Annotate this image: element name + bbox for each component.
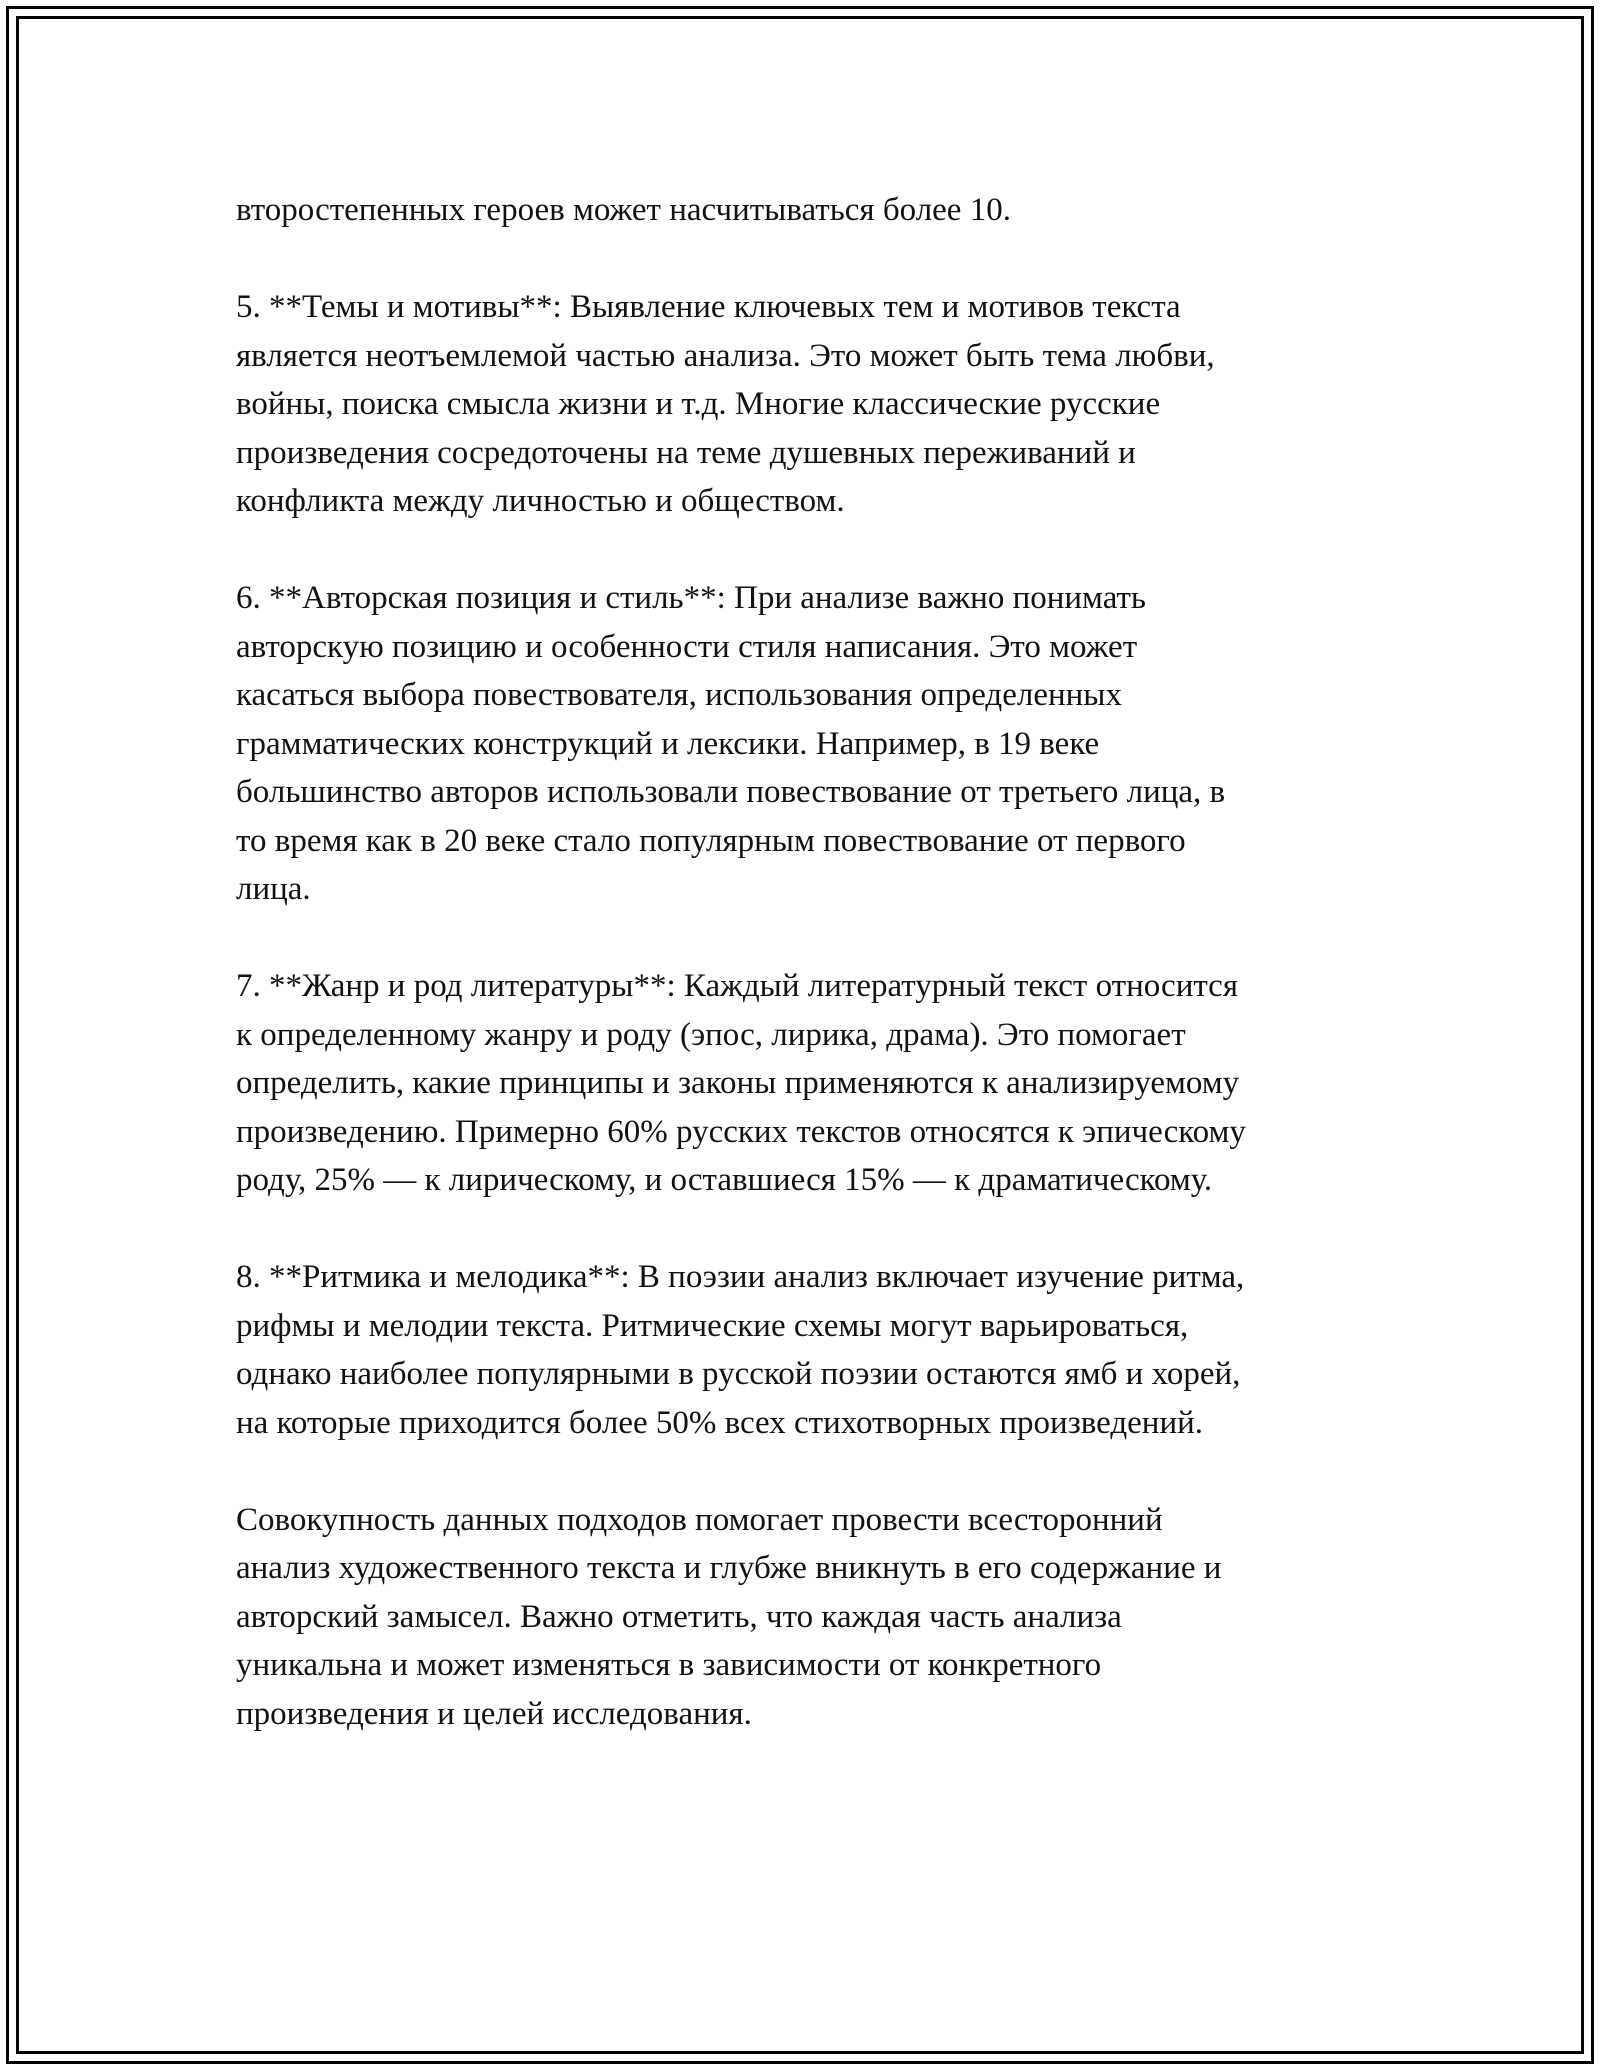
text-line: рифмы и мелодии текста. Ритмические схемы могут варьироваться, xyxy=(236,1307,1189,1344)
text-line: роду, 25% — к лирическому, и оставшиеся 15% — к драматическому. xyxy=(236,1162,1213,1198)
paragraph-genre-kind xyxy=(236,962,1386,1205)
paragraph-author-position-style xyxy=(236,574,1386,914)
text-line: касаться выбора повествователя, использования определенных xyxy=(236,677,1122,713)
text-line: определить, какие принципы и законы применяются к анализируемому xyxy=(236,1065,1240,1101)
text-line: то время как в 20 веке стало популярным повествование от первого xyxy=(236,822,1186,859)
text-line: второстепенных героев может насчитываться более 10. xyxy=(236,192,1011,228)
text-line: авторскую позицию и особенности стиля написания. Это может xyxy=(236,628,1138,665)
text-line: произведению. Примерно 60% русских текстов относятся к эпическому xyxy=(236,1113,1246,1150)
text-line: анализ художественного текста и глубже вникнуть в его содержание и xyxy=(236,1550,1222,1586)
text-line: Совокупность данных подходов помогает провести всесторонний xyxy=(236,1501,1163,1538)
text-line: большинство авторов использовали повествование от третьего лица, в xyxy=(236,774,1226,810)
text-line: лица. xyxy=(236,871,311,907)
text-line: является неотъемлемой частью анализа. Это может быть тема любви, xyxy=(236,337,1215,374)
paragraph-themes-motifs xyxy=(236,283,1386,526)
text-line: произведения сосредоточены на теме душевных переживаний и xyxy=(236,434,1136,471)
text-line: 7. **Жанр и род литературы**: Каждый литературный текст относится xyxy=(236,968,1239,1004)
text-line: к определенному жанру и роду (эпос, лирика, драма). Это помогает xyxy=(236,1016,1186,1053)
text-line: уникальна и может изменяться в зависимости от конкретного xyxy=(236,1647,1102,1683)
paragraph-rhythm-melody xyxy=(236,1253,1386,1447)
text-line: авторский замысел. Важно отметить, что каждая часть анализа xyxy=(236,1598,1122,1635)
paragraph-conclusion xyxy=(236,1496,1386,1739)
text-line: произведения и целей исследования. xyxy=(236,1695,752,1732)
text-line: на которые приходится более 50% всех стихотворных произведений. xyxy=(236,1404,1204,1441)
text-line: однако наиболее популярными в русской поэзии остаются ямб и хорей, xyxy=(236,1356,1241,1392)
text-line: войны, поиска смысла жизни и т.д. Многие классические русские xyxy=(236,386,1161,422)
text-line: 5. **Темы и мотивы**: Выявление ключевых тем и мотивов текста xyxy=(236,289,1181,325)
text-line: конфликта между личностью и обществом. xyxy=(236,483,845,519)
text-line: 6. **Авторская позиция и стиль**: При анализе важно понимать xyxy=(236,580,1146,616)
text-line: грамматических конструкций и лексики. Например, в 19 веке xyxy=(236,725,1100,762)
paragraph-continuation xyxy=(236,186,1386,235)
document-body xyxy=(236,186,1386,1787)
text-line: 8. **Ритмика и мелодика**: В поэзии анализ включает изучение ритма, xyxy=(236,1259,1245,1295)
